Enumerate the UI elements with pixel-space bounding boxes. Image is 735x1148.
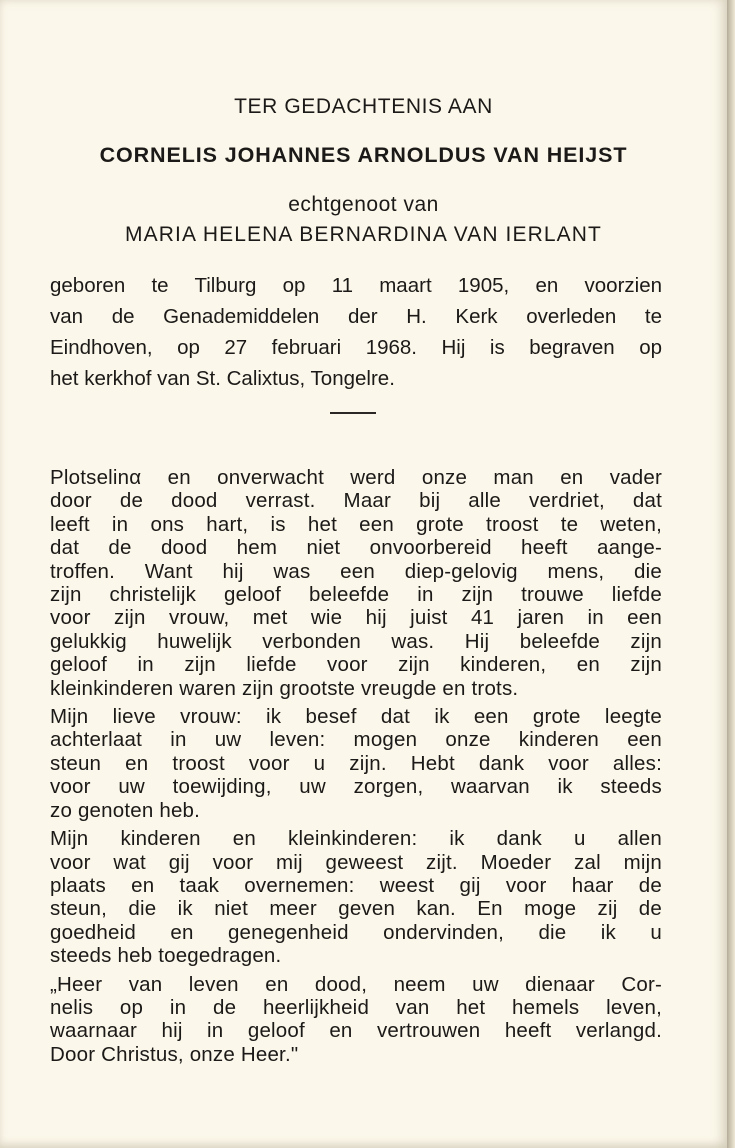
text-line: geloof in zijn liefde voor zijn kinderen, en zijn: [50, 653, 662, 677]
spouse-relation: echtgenoot van: [288, 193, 439, 216]
text-line: Mijn kinderen en kleinkinderen: ik dank u allen: [50, 827, 662, 851]
intro-line: geboren te Tilburg op 11 maart 1905, en voorzien: [50, 274, 662, 297]
paragraph-children: [50, 827, 662, 967]
text-line: gelukkig huwelijk verbonden was. Hij beleefde zijn: [50, 629, 662, 653]
text-line: zijn christelijk geloof beleefde in zijn trouwe liefde: [50, 583, 662, 607]
text-line: steun, die ik niet meer geven kan. En moge zij de: [50, 897, 662, 921]
text-line: achterlaat in uw leven: mogen onze kinderen een: [50, 728, 662, 752]
deceased-name: CORNELIS JOHANNES ARNOLDUS VAN HEIJST: [99, 143, 628, 167]
text-line: voor zijn vrouw, met wie hij juist 41 jaren in een: [50, 606, 662, 630]
paragraph-wife: [50, 705, 662, 822]
paragraph-prayer: [50, 973, 662, 1067]
text-line: Door Christus, onze Heer.": [50, 1042, 299, 1066]
card-edge: [727, 0, 735, 1148]
text-line: „Heer van leven en dood, neem uw dienaar Cor-: [50, 972, 662, 996]
text-line: plaats en taak overnemen: weest gij voor haar de: [50, 873, 662, 897]
text-line: Plotselinα en onverwacht werd onze man en vader: [50, 466, 662, 489]
text-line: nelis op in de heerlijkheid van het hemels leven,: [50, 995, 662, 1019]
text-line: troffen. Want hij was een diep-gelovig mens, die: [50, 559, 662, 583]
text-line: voor wat gij voor mij geweest zijt. Moeder zal mijn: [50, 850, 662, 874]
intro-line: het kerkhof van St. Calixtus, Tongelre.: [50, 367, 395, 390]
intro-line: Eindhoven, op 27 februari 1968. Hij is begraven op: [50, 336, 662, 359]
paragraph-tribute: [50, 466, 662, 700]
text-line: goedheid en genegenheid ondervinden, die ik u: [50, 920, 662, 944]
text-line: kleinkinderen waren zijn grootste vreugde en trots.: [50, 676, 519, 700]
text-line: steun en troost voor u zijn. Hebt dank voor alles:: [50, 751, 662, 775]
intro-line: van de Genademiddelen der H. Kerk overleden te: [50, 305, 662, 328]
text-line: voor uw toewijding, uw zorgen, waarvan ik steeds: [50, 775, 662, 799]
spouse-name: MARIA HELENA BERNARDINA VAN IERLANT: [125, 223, 602, 246]
memorial-heading: TER GEDACHTENIS AAN: [234, 95, 493, 118]
text-line: steeds heb toegedragen.: [50, 944, 282, 968]
memorial-text: [50, 466, 662, 1066]
divider: [330, 412, 376, 414]
text-line: leeft in ons hart, is het een grote troost te weten,: [50, 512, 662, 536]
text-line: zo genoten heb.: [50, 798, 201, 822]
text-line: Mijn lieve vrouw: ik besef dat ik een grote leegte: [50, 705, 662, 729]
text-line: door de dood verrast. Maar bij alle verdriet, dat: [50, 489, 662, 513]
text-line: waarnaar hij in geloof en vertrouwen heeft verlangd.: [50, 1019, 662, 1043]
biography-intro: [50, 270, 662, 394]
text-line: dat de dood hem niet onvoorbereid heeft aange-: [50, 536, 662, 560]
